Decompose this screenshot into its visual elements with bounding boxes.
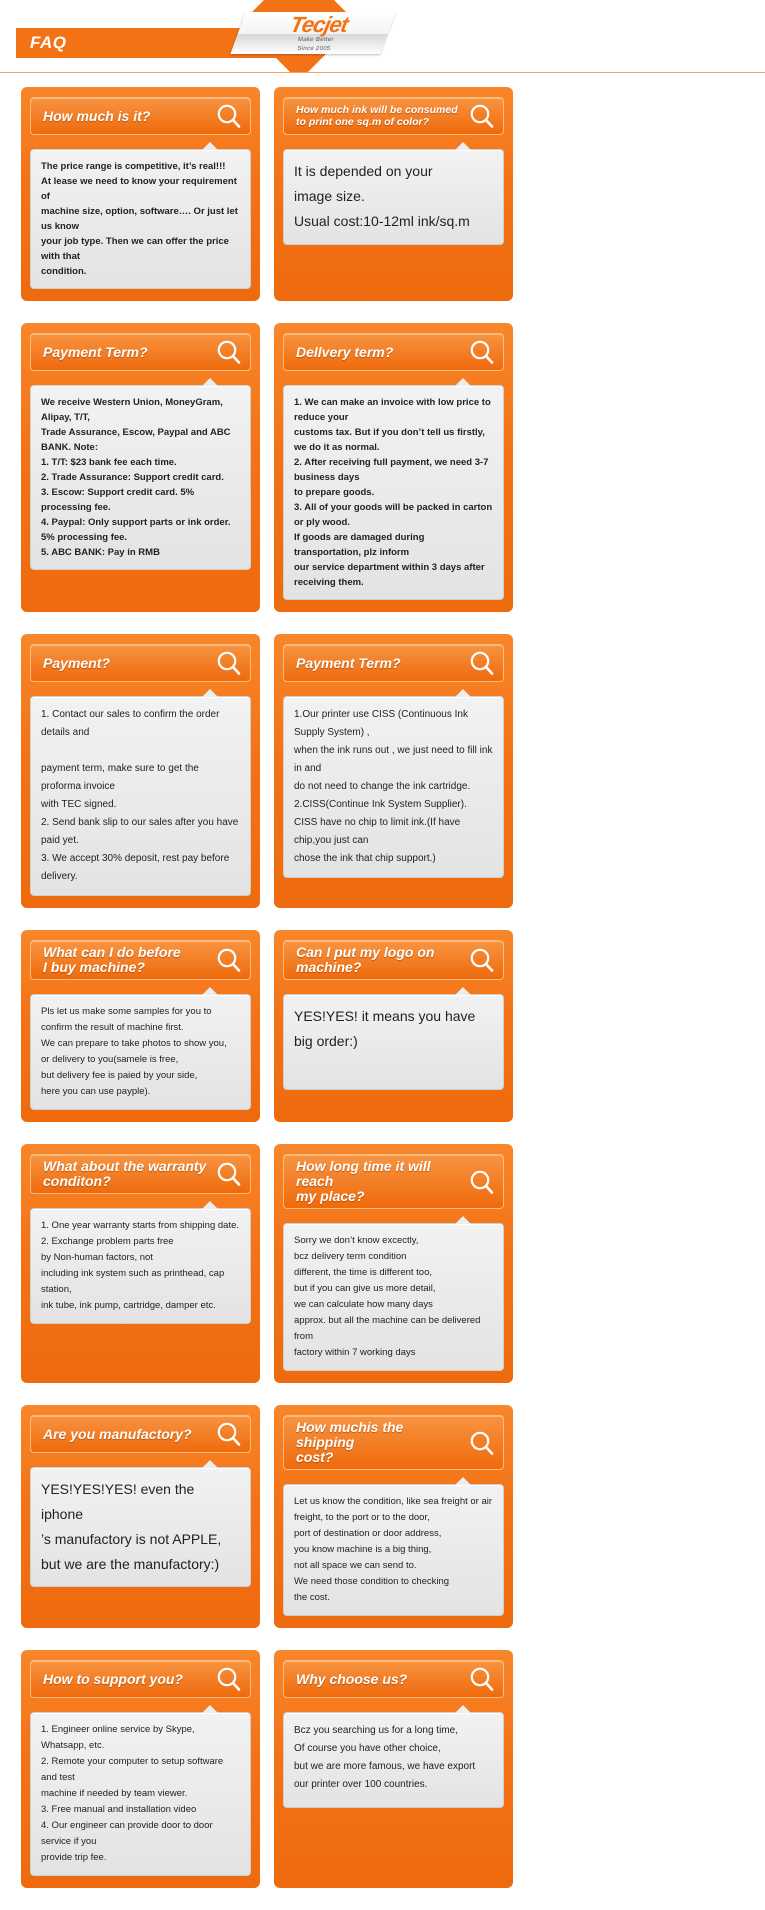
brand-logo [258, 14, 377, 54]
faq-grid [0, 73, 765, 1910]
magnifier-icon[interactable] [469, 1430, 495, 1456]
magnifier-icon[interactable] [469, 103, 495, 129]
faq-question-bar[interactable] [283, 1415, 504, 1470]
faq-card [274, 1144, 513, 1383]
page-header [0, 0, 765, 73]
magnifier-icon[interactable] [469, 339, 495, 365]
faq-answer-text: 1.Our printer use CISS (Continuous Ink Supply System) , when the ink runs out , we just need to fill ink in and do not need to change the ink cartridge. 2.CISS(Continue Ink System Supplier). CISS have no chip to limit ink.(If have chip,you just can chose the ink that chip support.) [294, 709, 493, 864]
faq-question-text: How muchis the shipping cost? [296, 1419, 404, 1465]
faq-card [21, 1405, 260, 1628]
faq-answer-text: Let us know the condition, like sea freight or air freight, to the port or to the door, port of destination or door address, you know machine is a big thing, not all space we can send to. We need those condition to checking the cost. [294, 1496, 493, 1603]
faq-question-bar[interactable] [30, 1154, 251, 1194]
faq-answer-text: The price range is competitive, it’s real!!! At lease we need to know your requirement of machine size, option, software…. Or just let us know your job type. Then we can offer the price with that condition. [41, 161, 238, 277]
faq-answer-text: Bcz you searching us for a long time, Of course you have other choice, but we are more famous, we have export our printer over 100 countries. [294, 1725, 476, 1790]
faq-answer-panel [30, 696, 251, 896]
faq-question-text: Payment Term? [296, 654, 401, 671]
faq-question-bar[interactable] [283, 940, 504, 980]
faq-card [274, 930, 513, 1122]
faq-question-bar[interactable] [283, 644, 504, 682]
faq-answer-text: It is depended on your image size. Usual cost:10-12ml ink/sq.m [294, 163, 470, 229]
faq-card [21, 323, 260, 612]
faq-answer-panel [283, 994, 504, 1090]
faq-question-text: Payment Term? [43, 343, 148, 360]
faq-question-text: Can I put my logo on machine? [296, 944, 435, 975]
faq-card [274, 1405, 513, 1628]
faq-card [274, 634, 513, 908]
faq-answer-text: 1. We can make an invoice with low price to reduce your customs tax. But if you don’t tell us firstly, we do it as normal. 2. After receiving full payment, we need 3-7 business days to prepare goods. 3. All of your goods will be packed in carton or ply wood. If goods are damaged during transportation, plz inform our service department within 3 days after receiving them. [294, 397, 493, 588]
magnifier-icon[interactable] [216, 650, 242, 676]
faq-answer-panel [30, 1467, 251, 1587]
faq-answer-text: Sorry we don’t know excectly, bcz delivery term condition different, the time is different too, but if you can give us more detail, we can calculate how many days approx. but all the machine can be delivered from factory within 7 working days [294, 1235, 481, 1358]
brand-tagline: Make Better [297, 37, 335, 43]
faq-card [21, 634, 260, 908]
faq-question-bar[interactable] [283, 97, 504, 135]
faq-answer-panel [30, 385, 251, 570]
brand-since: Since 2005 [296, 46, 331, 52]
magnifier-icon[interactable] [469, 650, 495, 676]
magnifier-icon[interactable] [216, 1421, 242, 1447]
faq-answer-text: Pls let us make some samples for you to confirm the result of machine first. We can prepare to take photos to show you, or delivery to you(samele is free, but delivery fee is paied by your side, here you can use payple). [41, 1006, 227, 1097]
faq-question-text: How much ink will be consumed to print one sq.m of color? [296, 104, 458, 128]
faq-question-text: Payment? [43, 654, 110, 671]
magnifier-icon[interactable] [216, 103, 242, 129]
brand-name: Tecjet [287, 12, 351, 37]
faq-answer-panel [283, 149, 504, 245]
faq-question-bar[interactable] [30, 644, 251, 682]
faq-answer-panel [30, 1208, 251, 1324]
magnifier-icon[interactable] [469, 947, 495, 973]
faq-answer-text: 1. Engineer online service by Skype, Whatsapp, etc. 2. Remote your computer to setup software and test machine if needed by team viewer. 3. Free manual and installation video 4. Our engineer can provide door to door service if you provide trip fee. [41, 1724, 224, 1863]
faq-answer-panel [283, 1712, 504, 1808]
faq-question-text: How much is it? [43, 107, 151, 124]
faq-answer-panel [283, 1484, 504, 1616]
faq-question-bar[interactable] [30, 1660, 251, 1698]
faq-answer-panel [30, 149, 251, 289]
magnifier-icon[interactable] [216, 339, 242, 365]
faq-answer-text: YES!YES!YES! even the iphone ’s manufactory is not APPLE, but we are the manufactory:) [41, 1481, 222, 1572]
magnifier-icon[interactable] [216, 1666, 242, 1692]
faq-card [21, 87, 260, 301]
magnifier-icon[interactable] [216, 1161, 242, 1187]
faq-answer-text: YES!YES! it means you have big order:) [294, 1008, 476, 1049]
faq-question-bar[interactable] [30, 333, 251, 371]
faq-question-bar[interactable] [30, 940, 251, 980]
faq-card [274, 87, 513, 301]
faq-answer-text: 1. Contact our sales to confirm the order details and payment term, make sure to get the proforma invoice with TEC signed. 2. Send bank slip to our sales after you have paid yet. 3. We accept 30% deposit, rest pay before delivery. [41, 709, 239, 882]
magnifier-icon[interactable] [469, 1666, 495, 1692]
faq-answer-text: We receive Western Union, MoneyGram, Alipay, T/T, Trade Assurance, Escow, Paypal and ABC BANK. Note: 1. T/T: $23 bank fee each time. 2. Trade Assurance: Support credit card. 3. Escow: Support credit card. 5% processing fee. 4. Paypal: Only support parts or ink order. 5% processing fee. 5. ABC BANK: Pay in RMB [41, 397, 231, 558]
faq-question-text: How long time it will reach my place? [296, 1158, 431, 1204]
faq-question-bar[interactable] [283, 1154, 504, 1209]
magnifier-icon[interactable] [216, 947, 242, 973]
faq-question-bar[interactable] [283, 1660, 504, 1698]
faq-question-text: How to support you? [43, 1670, 183, 1687]
faq-card [21, 930, 260, 1122]
faq-answer-panel [283, 696, 504, 878]
faq-question-text: What can I do before I buy machine? [43, 944, 181, 975]
faq-question-bar[interactable] [283, 333, 504, 371]
faq-answer-panel [283, 385, 504, 600]
faq-card [274, 323, 513, 612]
faq-answer-panel [283, 1223, 504, 1371]
faq-question-bar[interactable] [30, 1415, 251, 1453]
faq-question-bar[interactable] [30, 97, 251, 135]
page-title: FAQ [30, 33, 67, 52]
faq-card [274, 1650, 513, 1888]
faq-card [21, 1144, 260, 1383]
faq-question-text: Are you manufactory? [43, 1425, 192, 1442]
faq-question-text: What about the warranty conditon? [43, 1158, 207, 1189]
faq-question-text: Dellvery term? [296, 343, 394, 360]
faq-answer-panel [30, 994, 251, 1110]
faq-question-text: Why choose us? [296, 1670, 408, 1687]
faq-answer-text: 1. One year warranty starts from shipping date. 2. Exchange problem parts free by Non-human factors, not including ink system such as printhead, cap station, ink tube, ink pump, cartridge, damper etc. [41, 1220, 240, 1311]
faq-answer-panel [30, 1712, 251, 1876]
faq-card [21, 1650, 260, 1888]
magnifier-icon[interactable] [469, 1169, 495, 1195]
